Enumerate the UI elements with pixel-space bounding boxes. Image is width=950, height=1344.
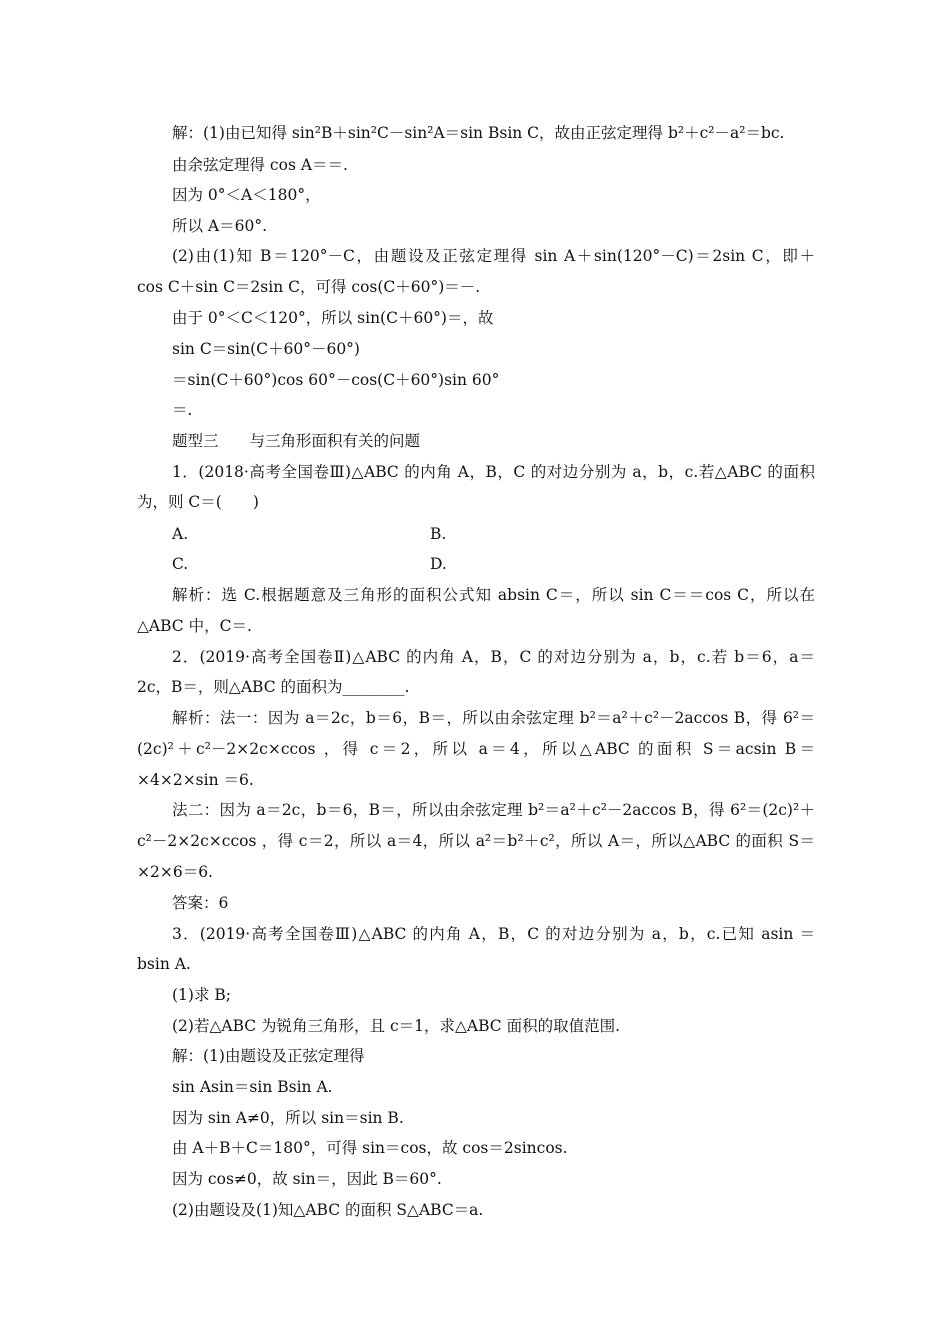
option-c: C. — [172, 555, 189, 573]
answer-line: 答案：6 — [172, 894, 229, 912]
text-line: 法二：因为 a＝2c，b＝6，B＝，所以由余弦定理 b²＝a²＋c²－2accos B，得 6²＝(2c)²＋ — [172, 801, 815, 819]
text-line: cos C＋sin C＝2sin C，可得 cos(C＋60°)＝－. — [137, 278, 481, 296]
text-line: 所以 A＝60°. — [172, 217, 268, 235]
text-line: ×4×2×sin ＝6. — [137, 771, 254, 789]
text-line: 为，则 C＝( ) — [137, 493, 259, 511]
text-line: 解：(1)由已知得 sin²B＋sin²C－sin²A＝sin Bsin C，故由正弦定理得 b²＋c²－a²＝bc. — [172, 124, 785, 142]
text-line: bsin A. — [137, 955, 191, 973]
text-line: ＝. — [172, 401, 193, 419]
text-line: 3．(2019·高考全国卷Ⅲ)△ABC 的内角 A，B，C 的对边分别为 a，b，c.已知 asin ＝ — [172, 925, 815, 943]
section-heading: 题型三 与三角形面积有关的问题 — [172, 432, 421, 450]
text-line: 因为 cos≠0，故 sin＝，因此 B＝60°. — [172, 1170, 442, 1188]
text-line: 解析：法一：因为 a＝2c，b＝6，B＝，所以由余弦定理 b²＝a²＋c²－2accos B，得 6²＝ — [172, 709, 815, 727]
text-line: (2)由题设及(1)知△ABC 的面积 S△ABC＝a. — [172, 1201, 484, 1219]
text-line: 因为 0°＜A＜180°， — [172, 186, 321, 204]
text-line: c²－2×2c×ccos ，得 c＝2，所以 a＝4，所以 a²＝b²＋c²，所以 A＝，所以△ABC 的面积 S＝ — [137, 832, 815, 850]
text-line: ×2×6＝6. — [137, 863, 213, 881]
text-line: 1．(2018·高考全国卷Ⅲ)△ABC 的内角 A，B，C 的对边分别为 a，b，c.若△ABC 的面积 — [172, 463, 815, 481]
text-line: sin Asin＝sin Bsin A. — [172, 1078, 333, 1096]
text-line: sin C＝sin(C＋60°－60°) — [172, 340, 360, 358]
option-a: A. — [172, 525, 189, 543]
text-line: 解析：选 C.根据题意及三角形的面积公式知 absin C＝，所以 sin C＝＝cos C，所以在 — [172, 586, 815, 604]
text-line: (1)求 B; — [172, 986, 231, 1004]
option-b: B. — [430, 525, 447, 543]
text-line: 由于 0°＜C＜120°，所以 sin(C＋60°)＝，故 — [172, 309, 494, 327]
text-line: △ABC 中，C＝. — [137, 617, 252, 635]
text-line: 2c，B＝，则△ABC 的面积为________. — [137, 678, 410, 696]
text-line: (2c)²＋c²－2×2c×ccos ，得 c＝2，所以 a＝4，所以△ABC 的面积 S＝acsin B＝ — [137, 740, 815, 758]
text-line: 解：(1)由题设及正弦定理得 — [172, 1047, 365, 1065]
text-line: (2)若△ABC 为锐角三角形，且 c＝1，求△ABC 面积的取值范围. — [172, 1017, 621, 1035]
text-line: ＝sin(C＋60°)cos 60°－cos(C＋60°)sin 60° — [172, 371, 500, 389]
text-line: 由余弦定理得 cos A＝＝. — [172, 156, 348, 174]
text-line: 因为 sin A≠0，所以 sin＝sin B. — [172, 1109, 404, 1127]
text-line: 由 A＋B＋C＝180°，可得 sin＝cos，故 cos＝2sincos. — [172, 1139, 568, 1157]
option-d: D. — [430, 555, 447, 573]
text-line: (2)由(1)知 B＝120°－C，由题设及正弦定理得 sin A＋sin(120°－C)＝2sin C，即＋ — [172, 247, 815, 265]
text-line: 2．(2019·高考全国卷Ⅱ)△ABC 的内角 A，B，C 的对边分别为 a，b，c.若 b＝6，a＝ — [172, 648, 815, 666]
